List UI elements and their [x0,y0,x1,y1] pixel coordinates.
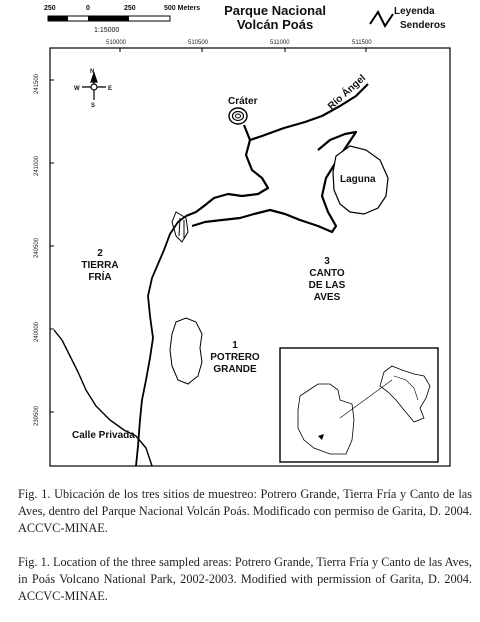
site2-name-2: FRÍA [88,272,112,283]
site3-name-3: AVES [313,292,341,303]
scale-bar [48,16,170,21]
site3-name-2: DE LAS [308,280,346,291]
coord-left-5: 239500 [34,405,40,426]
coord-top-2: 510500 [188,40,209,46]
scale-tick-1: 250 [44,5,56,12]
site1-label [208,340,262,376]
site1-name-1: POTRERO [210,352,260,363]
site3-name-1: CANTO [309,268,345,279]
compass-south: S [91,103,96,109]
coord-top-3: 511000 [270,40,290,46]
compass-east: E [108,86,113,92]
site1-number: 1 [232,340,238,351]
crater-loop [186,140,268,216]
caption-spanish: Fig. 1. Ubicación de los tres sitios de muestreo: Potrero Grande, Tierra Fría y Canto de las Aves, dentro del Parque Nacional Volcán Poás. Modificado con permiso de Garita, D. 2004. ACCVC-MINAE. [18,487,472,535]
legend-trails-label: Senderos [400,20,446,31]
legend-title: Leyenda [394,6,435,17]
site3-number: 3 [324,256,330,267]
site2-label [80,248,120,284]
coord-left-1: 241500 [34,73,40,94]
road-line [54,330,136,436]
coord-top-1: 510000 [106,40,127,46]
caption-english: Fig. 1. Location of the three sampled areas: Potrero Grande, Tierra Fría y Canto de las Aves, in Poás Volcano National Park, 2002-2003. Modified with permission of Garita, D. 2004. ACCVC-MINAE. [18,555,472,603]
western-trail [136,216,186,466]
compass-north: N [90,69,95,75]
scale-tick-4: 500 Meters [164,5,201,12]
inset-map [280,348,438,462]
scale-ratio: 1:15000 [94,27,120,34]
rio-angel-label: Río Ángel [326,72,369,113]
road-label: Calle Privada [72,430,135,441]
scale-tick-3: 250 [124,5,136,12]
coord-left-2: 241000 [34,155,40,176]
laguna-trail [192,132,356,232]
coord-left-4: 240000 [34,321,40,342]
site2-name-1: TIERRA [81,260,119,271]
scale-tick-2: 0 [86,5,90,12]
coord-top-4: 511500 [352,40,372,46]
laguna-label: Laguna [340,174,376,185]
compass-west: W [74,86,80,92]
site1-name-2: GRANDE [213,364,257,375]
map-title-line1: Parque Nacional [224,3,326,18]
map-title [200,4,350,32]
coord-left-3: 240500 [34,237,40,258]
site2-number: 2 [97,248,103,259]
site1-outline [170,318,202,384]
crater-label: Cráter [228,96,258,107]
crater-icon [229,108,247,124]
legend-trail-symbol [370,12,393,26]
map-title-line2: Volcán Poás [236,17,314,32]
site3-label [302,256,352,304]
